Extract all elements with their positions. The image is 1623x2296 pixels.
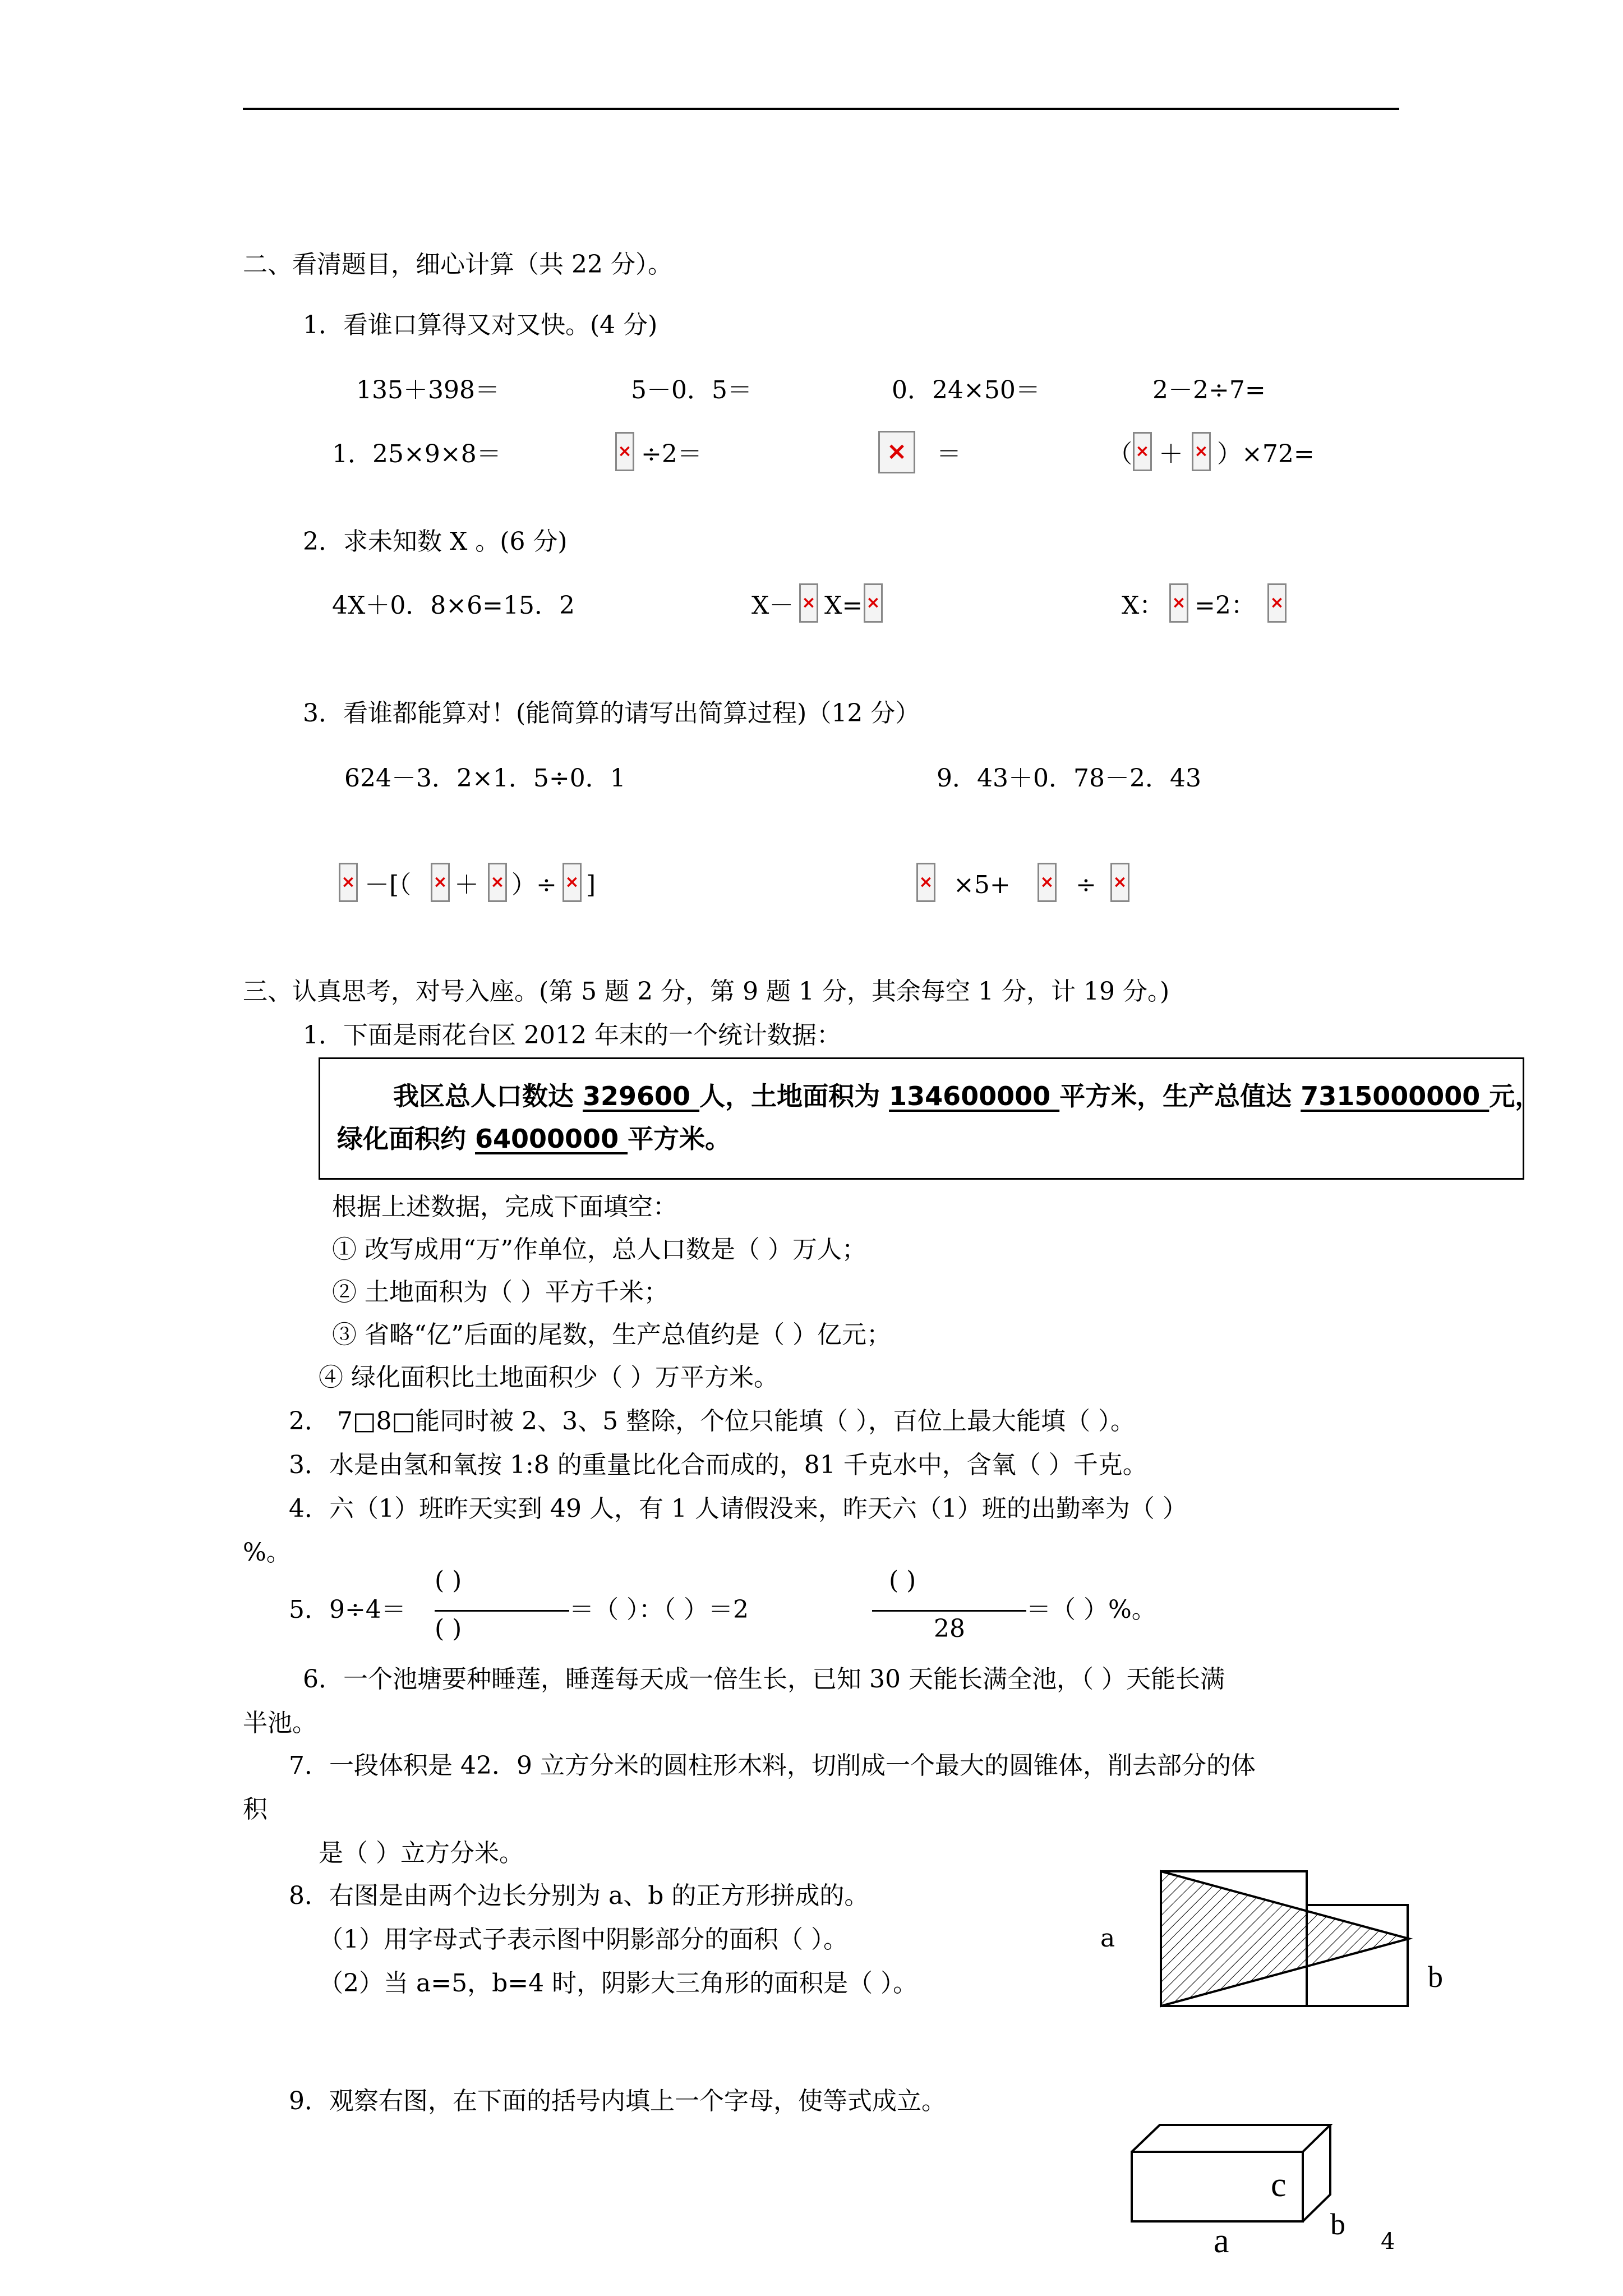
s3-q1-item-4: ④ 绿化面积比土地面积少（ ）万平方米。 <box>319 1363 778 1392</box>
q2-eq-2b: X= <box>824 591 863 620</box>
figure9-label-c: c <box>1271 2166 1287 2204</box>
section2-heading: 二、看清题目，细心计算（共 22 分）。 <box>243 250 672 279</box>
q2-title: 2．求未知数 X 。(6 分) <box>303 527 568 556</box>
figure8-label-b: b <box>1428 1960 1443 1994</box>
s3-q3: 3．水是由氢和氧按 1:8 的重量比化合而成的，81 千克水中，含氧（ ）千克。 <box>289 1451 1147 1479</box>
q1-expr-4: 2－2÷7= <box>1152 376 1266 404</box>
figure9-label-b: b <box>1330 2207 1345 2241</box>
s3-q9: 9．观察右图，在下面的括号内填上一个字母，使等式成立。 <box>289 2087 946 2115</box>
land-area-value: 134600000 <box>889 1081 1060 1111</box>
q3-expr-2: 9．43＋0．78－2．43 <box>937 764 1201 793</box>
figure9-label-a: a <box>1214 2222 1229 2260</box>
q1-expr-2: 5－0．5＝ <box>631 376 752 404</box>
s3-q1-intro: 1．下面是雨花台区 2012 年末的一个统计数据： <box>303 1021 841 1050</box>
s3-q1-after: 根据上述数据，完成下面填空： <box>332 1193 677 1221</box>
s3-q5-c: ＝（ ）%。 <box>1026 1595 1156 1624</box>
q2-eq-3b: =2： <box>1195 591 1256 620</box>
section3-heading: 三、认真思考，对号入座。(第 5 题 2 分，第 9 题 1 分，其余每空 1 分，计 19 分。) <box>243 977 1170 1006</box>
q3-expr-3b: ＋ <box>454 871 479 899</box>
q3-expr-4a: ×5+ <box>953 871 1011 899</box>
s3-q7-line3: 是（ ）立方分米。 <box>319 1839 524 1867</box>
q1-expr-8-close: ）×72= <box>1217 440 1315 468</box>
box-text: 平方米。 <box>628 1124 731 1154</box>
q3-title: 3．看谁都能算对！(能简算的请写出简算过程)（12 分） <box>303 699 920 728</box>
s3-q5-a: 5．9÷4＝ <box>289 1595 406 1624</box>
s3-q6-line2: 半池。 <box>243 1709 317 1737</box>
fraction-1-numerator: ( ) <box>435 1566 462 1595</box>
s3-q1-item-1: ① 改写成用“万”作单位，总人口数是（ ）万人； <box>332 1235 866 1264</box>
fraction-2-denominator: 28 <box>934 1614 965 1643</box>
s3-q4-line1: 4．六（1）班昨天实到 49 人，有 1 人请假没来，昨天六（1）班的出勤率为（ ） <box>289 1494 1187 1523</box>
box-text: 平方米，生产总值达 <box>1059 1081 1301 1111</box>
q2-eq-2a: X－ <box>751 591 794 620</box>
q2-eq-1: 4X＋0．8×6=15．2 <box>332 591 575 620</box>
s3-q5-b: ＝（ ）：（ ）＝2 <box>569 1595 749 1624</box>
q1-expr-8-plus: ＋ <box>1159 440 1183 468</box>
q1-expr-5: 1．25×9×8＝ <box>332 440 501 468</box>
s3-q8-line2: （1）用字母式子表示图中阴影部分的面积（ ）。 <box>319 1925 848 1954</box>
box-text: 绿化面积约 <box>337 1124 476 1154</box>
figure8-label-a: a <box>1100 1924 1115 1953</box>
q1-expr-7: ＝ <box>937 440 961 468</box>
q1-expr-6: ÷2＝ <box>641 440 702 468</box>
s3-q8-line1: 8．右图是由两个边长分别为 a、b 的正方形拼成的。 <box>289 1881 869 1910</box>
box-text: 元， <box>1489 1081 1541 1111</box>
q1-expr-8-open: （ <box>1108 440 1132 468</box>
q3-expr-4b: ÷ <box>1076 871 1096 899</box>
s3-q7-line2: 积 <box>243 1795 268 1824</box>
population-value: 329600 <box>583 1081 700 1111</box>
q3-expr-1: 624－3．2×1．5÷0．1 <box>344 764 626 793</box>
gdp-value: 7315000000 <box>1301 1081 1490 1111</box>
s3-q7-line1: 7．一段体积是 42．9 立方分米的圆柱形木料，切削成一个最大的圆锥体，削去部分的体 <box>289 1751 1256 1780</box>
q3-expr-3c: ）÷ <box>511 871 557 899</box>
s3-q1-item-2: ② 土地面积为（ ）平方千米； <box>332 1278 668 1306</box>
q2-eq-3a: X： <box>1122 591 1164 620</box>
s3-q4-line2: %。 <box>243 1538 291 1567</box>
q3-expr-3d: ] <box>586 871 596 899</box>
s3-q1-item-3: ③ 省略“亿”后面的尾数，生产总值约是（ ）亿元； <box>332 1320 891 1349</box>
q1-expr-3: 0．24×50＝ <box>892 376 1040 404</box>
page-number: 4 <box>1381 2229 1395 2254</box>
fraction-2-numerator: ( ) <box>889 1566 916 1595</box>
q1-expr-1: 135＋398＝ <box>356 376 500 404</box>
s3-q6-line1: 6．一个池塘要种睡莲，睡莲每天成一倍生长，已知 30 天能长满全池，（ ）天能长满 <box>303 1665 1225 1694</box>
green-area-value: 64000000 <box>475 1124 628 1154</box>
box-text: 我区总人口数达 <box>393 1081 583 1111</box>
cuboid-top-face <box>1132 2125 1330 2152</box>
q1-title: 1．看谁口算得又对又快。(4 分) <box>303 311 658 339</box>
box-text: 人，土地面积为 <box>699 1081 889 1111</box>
q3-expr-3a: －[（ <box>365 871 412 899</box>
fraction-1-denominator: ( ) <box>435 1614 462 1643</box>
s3-q2: 2． 7□8□能同时被 2、3、5 整除，个位只能填（ ），百位上最大能填（ ）。 <box>289 1407 1136 1435</box>
s3-q8-line3: （2）当 a=5，b=4 时，阴影大三角形的面积是（ ）。 <box>319 1969 918 1998</box>
